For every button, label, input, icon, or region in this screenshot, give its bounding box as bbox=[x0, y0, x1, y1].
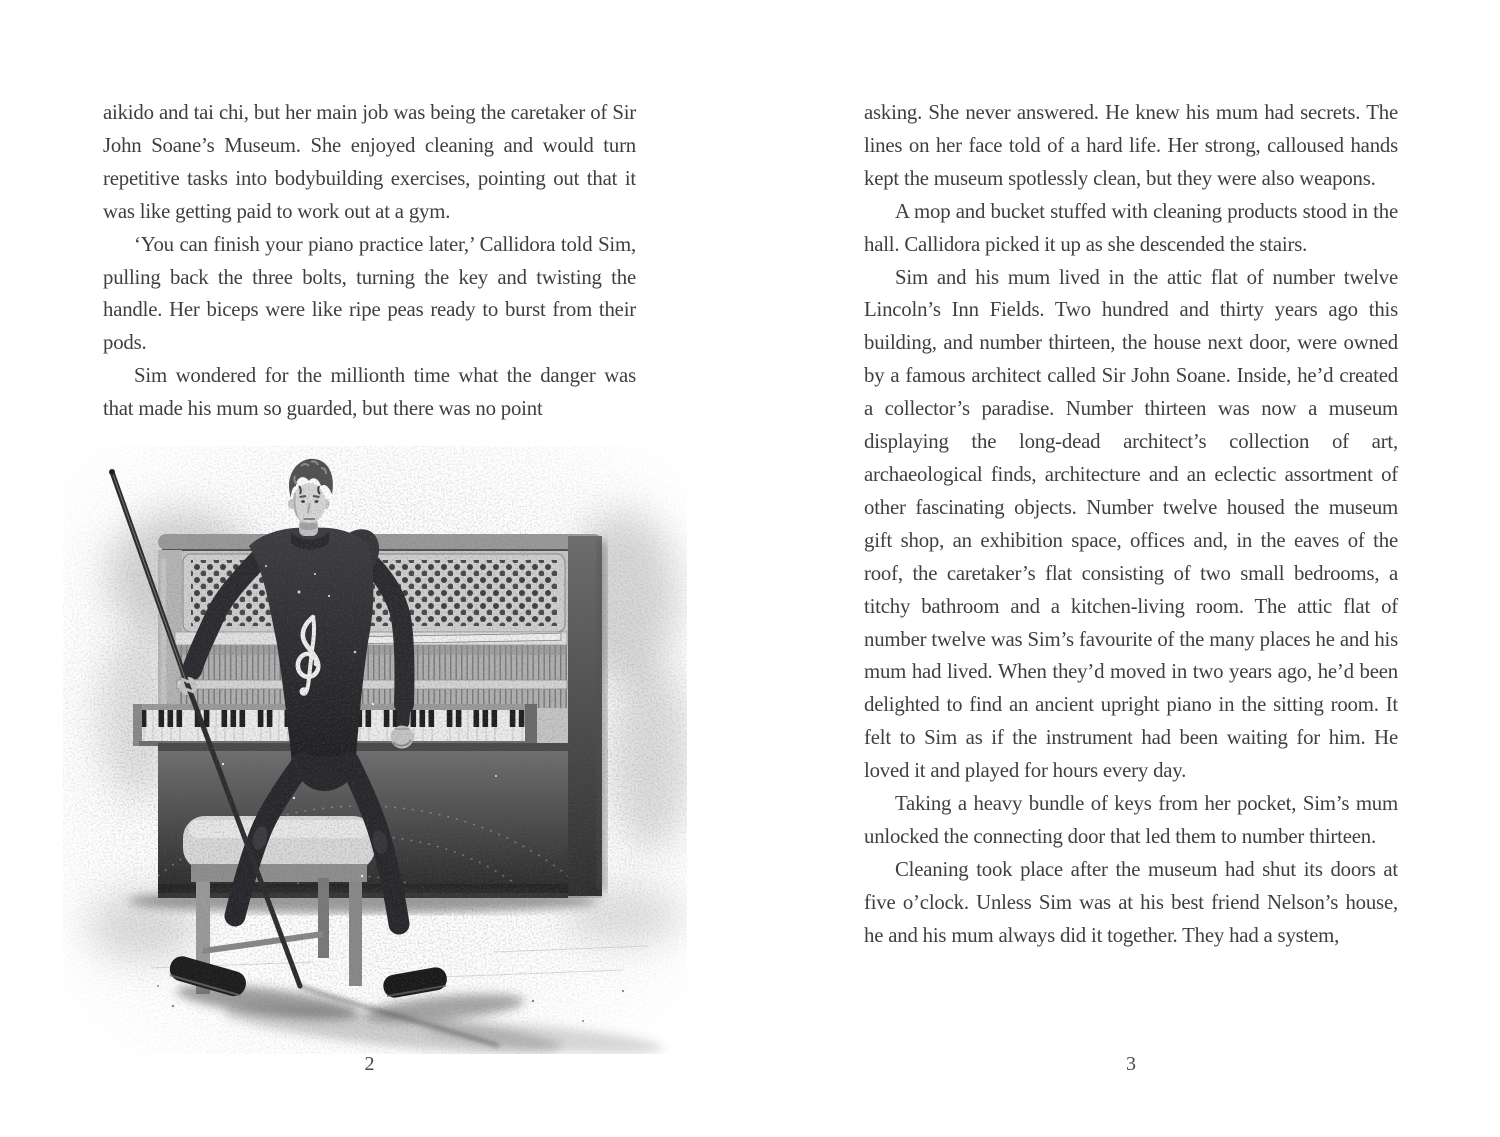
paragraph: ‘You can finish your piano practice later,’ Callidora told Sim, pulling back the three bolts, turning the key and twisting the handle. Her biceps were like ripe peas ready to burst from their pods. bbox=[103, 232, 636, 355]
page-number-left: 2 bbox=[364, 1053, 375, 1075]
paragraph: aikido and tai chi, but her main job was being the caretaker of Sir John Soane’s Museum. She enjoyed cleaning and would turn repetitive tasks into bodybuilding exercises, pointing out that it was like getting paid to work out at a gym. bbox=[103, 101, 636, 223]
paragraph: A mop and bucket stuffed with cleaning products stood in the hall. Callidora picked it up as she descended the stairs. bbox=[864, 199, 1398, 256]
page-right-text-column bbox=[864, 97, 1398, 953]
paragraph: Sim wondered for the millionth time what the danger was that made his mum so guarded, but there was no point bbox=[103, 364, 636, 421]
page-number-right: 3 bbox=[1126, 1053, 1136, 1075]
grain-texture bbox=[63, 446, 687, 1054]
paragraph: Cleaning took place after the museum had shut its doors at five o’clock. Unless Sim was at his best friend Nelson’s house, he and his mum always did it together. They had a system, bbox=[864, 857, 1398, 947]
illustration-boy-with-staff-and-piano bbox=[63, 446, 687, 1054]
paragraph: Sim and his mum lived in the attic flat of number twelve Lincoln’s Inn Fields. Two hundred and thirty years ago this building, and number thirteen, the house next door, were owned by a famous architect called Sir John Soane. Inside, he’d created a collector’s paradise. Number thirteen was now a museum displaying the long-dead architect’s collection of art, archaeological finds, architecture and an eclectic assortment of other fascinating objects. Number twelve housed the museum gift shop, an exhibition space, offices and, in the eaves of the roof, the caretaker’s flat consisting of two small bedrooms, a titchy bathroom and a kitchen-living room. The attic flat of number twelve was Sim’s favourite of the many places he and his mum had lived. When they’d moved in two years ago, he’d been delighted to find an ancient upright piano in the sitting room. It felt to Sim as if the instrument had been waiting for him. He loved it and played for hours every day. bbox=[864, 265, 1398, 783]
illustration-svg bbox=[63, 446, 687, 1054]
page-left-text-column bbox=[103, 97, 636, 426]
paragraph: asking. She never answered. He knew his mum had secrets. The lines on her face told of a hard life. Her strong, calloused hands kept the museum spotlessly clean, but they were also weapons. bbox=[864, 101, 1398, 190]
paragraph: Taking a heavy bundle of keys from her pocket, Sim’s mum unlocked the connecting door that led them to number thirteen. bbox=[864, 792, 1398, 848]
